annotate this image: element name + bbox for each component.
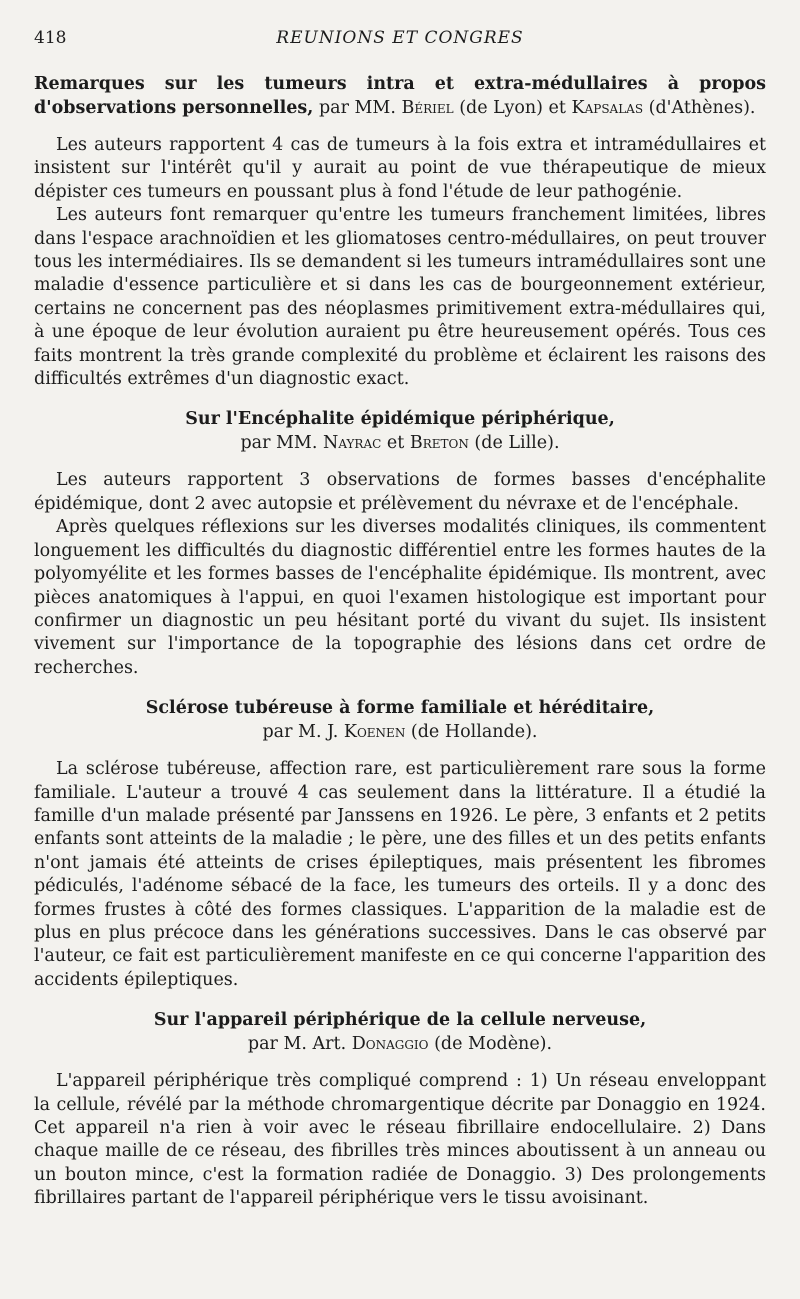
authors-by: par M. Art. [247, 1034, 347, 1055]
author-name: Bériel [401, 98, 454, 118]
section-title: Sur l'appareil périphérique de la cellule nerveuse, [153, 1010, 647, 1031]
section-authors [34, 720, 766, 744]
section-heading [34, 407, 766, 455]
author-place: (de Lyon) et [459, 98, 566, 118]
paragraph: Les auteurs rapportent 3 observations de formes basses d'encéphalite épidémique, dont 2 avec autopsie et prélèvement du névraxe et de l'encéphale. [34, 470, 766, 514]
article-content [34, 72, 766, 1211]
authors-by: par MM. [240, 433, 318, 454]
section-sclerose [34, 696, 766, 992]
section-heading [34, 696, 766, 744]
section-heading [34, 72, 766, 120]
author-name: Kapsalas [571, 98, 644, 118]
page-number: 418 [34, 28, 67, 48]
authors-by: par MM. [318, 98, 396, 118]
section-authors [34, 431, 766, 455]
page-header [34, 28, 766, 56]
authors-by: par M. J. [262, 722, 339, 743]
paragraph: La sclérose tubéreuse, affection rare, est particulièrement rare sous la forme familiale. L'auteur a trouvé 4 cas seulement dans la littérature. Il a étudié la famille d'un malade présenté par Janssens en 1926. Le père, 3 enfants et 2 petits enfants sont atteints de la maladie ; le père, une des filles et un des petits enfants n'ont jamais été atteints de crises épileptiques, mais présentent les fibromes pédiculés, l'adénome sébacé de la face, les tumeurs des orteils. Il y a donc des formes frustes à côté des formes classiques. L'apparition de la maladie est de plus en plus précoce dans les générations successives. Dans le cas observé par l'auteur, ce fait est particulièrement manifeste en ce qui concerne l'apparition des accidents épileptiques. [34, 759, 766, 990]
author-place: et [386, 433, 405, 454]
author-place: (de Modène). [434, 1034, 553, 1055]
running-title: REUNIONS ET CONGRES [276, 28, 524, 48]
section-heading [34, 1008, 766, 1056]
author-name: Nayrac [323, 433, 382, 454]
author-place: (de Lille). [474, 433, 560, 454]
paragraph: Après quelques réflexions sur les diverses modalités cliniques, ils commentent longuement les difficultés du diagnostic différentiel entre les formes hautes de la polyomyélite et les formes basses de l'encéphalite épidémique. Ils montrent, avec pièces anatomiques à l'appui, en quoi l'examen histologique est important pour confirmer un diagnostic un peu hésitant porté du vivant du sujet. Ils insistent vivement sur l'importance de la topographie des lésions dans cet ordre de recherches. [34, 517, 766, 678]
author-name: Koenen [343, 722, 406, 743]
author-name: Breton [409, 433, 469, 454]
author-name: Donaggio [351, 1034, 429, 1055]
author-place: (d'Athènes). [648, 98, 756, 118]
section-tumeurs [34, 72, 766, 391]
paragraph: Les auteurs font remarquer qu'entre les tumeurs franchement limitées, libres dans l'espace arachnoïdien et les gliomatoses centro-médullaires, on peut trouver tous les intermédiaires. Ils se demandent si les tumeurs intramédullaires sont une maladie d'essence particulière et si dans les cas de bourgeonnement extérieur, certains ne concernent pas des néoplasmes primitivement extra-médullaires qui, à une époque de leur évolution auraient pu être heureusement opérés. Tous ces faits montrent la très grande complexité du problème et éclairent les raisons des difficultés extrêmes d'un diagnostic exact. [34, 205, 766, 390]
author-place: (de Hollande). [410, 722, 538, 743]
paragraph: Les auteurs rapportent 4 cas de tumeurs à la fois extra et intramédullaires et insistent sur l'intérêt qu'il y aurait au point de vue thérapeutique de mieux dépister ces tumeurs en poussant plus à fond l'étude de leur pathogénie. [34, 135, 766, 202]
section-title: Sur l'Encéphalite épidémique périphérique, [185, 409, 615, 430]
section-appareil [34, 1008, 766, 1210]
paragraph: L'appareil périphérique très compliqué comprend : 1) Un réseau enveloppant la cellule, révélé par la méthode chromargentique décrite par Donaggio en 1924. Cet appareil n'a rien à voir avec le réseau fibrillaire endocellulaire. 2) Dans chaque maille de ce réseau, des fibrilles très minces aboutissent à un anneau ou un bouton mince, c'est la formation radiée de Donaggio. 3) Des prolongements fibrillaires partant de l'appareil périphérique vers le tissu avoisinant. [34, 1071, 766, 1209]
section-title: Remarques sur les tumeurs intra et extra-médullaires à propos d'observations personnelles, [34, 74, 766, 118]
section-authors [34, 1032, 766, 1056]
section-title: Sclérose tubéreuse à forme familiale et héréditaire, [145, 698, 655, 719]
section-encephalite [34, 407, 766, 680]
